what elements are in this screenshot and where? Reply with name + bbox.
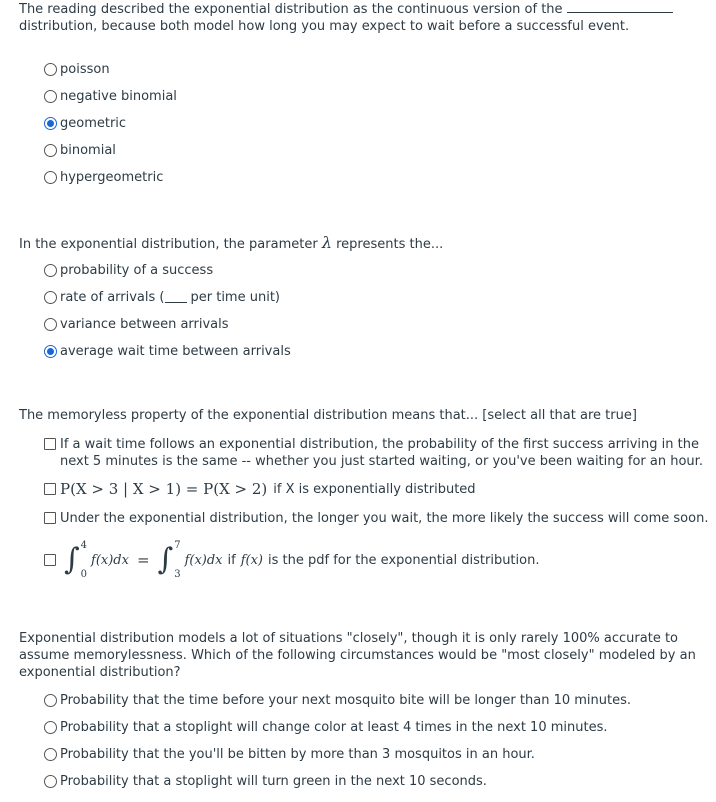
integral-1-limits (81, 540, 87, 580)
integral-2-limits (174, 540, 180, 580)
option-label: variance between arrivals (60, 316, 229, 332)
if-word: if (227, 552, 236, 568)
checkbox[interactable] (44, 438, 56, 450)
option-label (60, 436, 703, 470)
radio-button[interactable] (44, 264, 57, 277)
radio-button-selected[interactable] (44, 117, 57, 130)
radio-button[interactable] (44, 721, 57, 734)
question-1-text-after: distribution, because both model how long you may expect to wait before a successful event. (19, 19, 630, 34)
q2-option-rate-of-arrivals[interactable] (44, 288, 280, 306)
option-label: Probability that the time before your next mosquito bite will be longer than 10 minutes. (60, 692, 632, 708)
equals-sign: = (136, 551, 150, 569)
option-label-line-1: If a wait time follows an exponential distribution, the probability of the first success arriving in the (60, 437, 699, 452)
question-4-line-3: exponential distribution? (19, 665, 181, 680)
q1-option-poisson[interactable] (44, 60, 110, 78)
question-4-line-2: assume memorylessness. Which of the following circumstances would be "most closely" modeled by an (19, 648, 696, 663)
option-label: Under the exponential distribution, the longer you wait, the more likely the success will come soon. (60, 510, 709, 526)
question-4-line-1: Exponential distribution models a lot of situations "closely", though it is only rarely 100% accurate to (19, 631, 679, 646)
answer-blank (567, 0, 673, 13)
radio-button[interactable] (44, 63, 57, 76)
pdf-symbol: f(x) (240, 552, 264, 568)
option-label: if X is exponentially distributed (273, 481, 476, 497)
option-label: poisson (60, 61, 110, 77)
option-label: binomial (60, 142, 116, 158)
q2-option-probability-of-success[interactable] (44, 261, 213, 279)
q3-option-conditional-probability[interactable] (44, 478, 476, 500)
question-2-text (19, 234, 709, 253)
radio-button[interactable] (44, 90, 57, 103)
radio-button[interactable] (44, 171, 57, 184)
integrand-2: f(x)dx (184, 552, 223, 568)
radio-button[interactable] (44, 694, 57, 707)
option-label: Probability that the you'll be bitten by more than 3 mosquitos in an hour. (60, 746, 535, 762)
question-4-text (19, 630, 709, 681)
radio-button[interactable] (44, 144, 57, 157)
option-label-line-2: next 5 minutes is the same -- whether you just started waiting, or you've been waiting for an hour. (60, 454, 703, 469)
question-2 (19, 234, 709, 253)
q1-option-binomial[interactable] (44, 141, 116, 159)
option-label: rate of arrivals ( (60, 289, 165, 305)
q1-option-geometric[interactable] (44, 114, 126, 132)
conditional-probability-formula: P(X > 3 | X > 1) = P(X > 2) (60, 480, 268, 498)
q4-option-stoplight-green[interactable] (44, 772, 487, 790)
radio-button[interactable] (44, 318, 57, 331)
q1-option-negative-binomial[interactable] (44, 87, 177, 105)
radio-button[interactable] (44, 748, 57, 761)
q3-option-wait-time[interactable] (44, 436, 712, 470)
q2-option-variance[interactable] (44, 315, 229, 333)
option-label: negative binomial (60, 88, 177, 104)
integral-sign-2: ∫ (157, 542, 174, 577)
option-label: hypergeometric (60, 169, 164, 185)
question-4 (19, 630, 709, 681)
question-3-text: The memoryless property of the exponential distribution means that... [select all that are true] (19, 408, 637, 423)
integrand-1: f(x)dx (91, 552, 129, 568)
radio-button[interactable] (44, 291, 57, 304)
question-2-text-after: represents the... (336, 237, 444, 252)
integral-1-lower: 0 (80, 569, 88, 580)
checkbox[interactable] (44, 483, 56, 495)
radio-button[interactable] (44, 775, 57, 788)
checkbox[interactable] (44, 554, 56, 566)
option-label: average wait time between arrivals (60, 343, 291, 359)
question-3 (19, 407, 709, 424)
lambda-symbol: λ (321, 233, 332, 252)
option-label: Probability that a stoplight will change color at least 4 times in the next 10 minutes. (60, 719, 608, 735)
integral-1-upper: 4 (80, 540, 88, 551)
integral-2-lower: 3 (174, 569, 181, 580)
option-label: probability of a success (60, 262, 214, 278)
q3-option-integral[interactable] (44, 538, 539, 582)
option-label: Probability that a stoplight will turn green in the next 10 seconds. (60, 773, 487, 789)
option-label-suffix: per time unit) (190, 289, 280, 305)
rate-blank (165, 292, 187, 303)
q4-option-mosquito-bite-time[interactable] (44, 691, 631, 709)
q2-option-average-wait-time[interactable] (44, 342, 291, 360)
option-label: geometric (60, 115, 127, 131)
question-1 (19, 0, 709, 35)
integral-sign-1: ∫ (64, 542, 80, 577)
option-label-tail: is the pdf for the exponential distribution. (268, 552, 540, 568)
q3-option-longer-wait[interactable] (44, 509, 708, 527)
question-2-text-before: In the exponential distribution, the parameter (19, 237, 318, 252)
radio-button-selected[interactable] (44, 345, 57, 358)
q1-option-hypergeometric[interactable] (44, 168, 163, 186)
question-1-text (19, 0, 709, 35)
question-1-text-before: The reading described the exponential distribution as the continuous version of the (19, 2, 563, 17)
integral-2-upper: 7 (174, 540, 181, 551)
checkbox[interactable] (44, 512, 56, 524)
q4-option-stoplight-change[interactable] (44, 718, 608, 736)
q4-option-mosquito-count[interactable] (44, 745, 535, 763)
